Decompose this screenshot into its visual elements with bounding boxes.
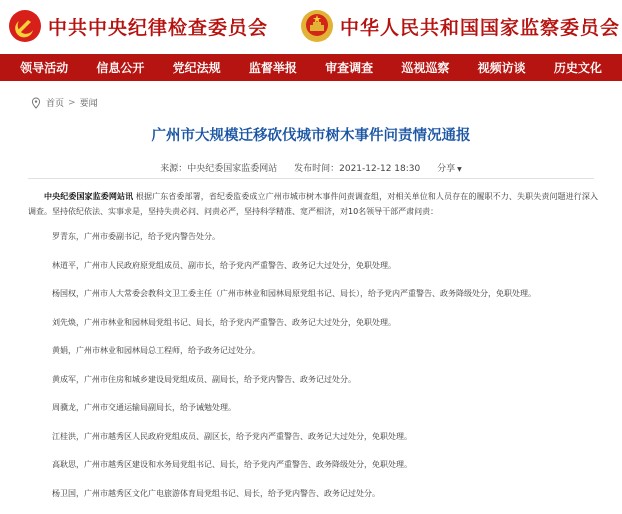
- article-title: 广州市大规模迁移砍伐城市树木事件问责情况通报: [151, 128, 471, 144]
- person-entry: 罗青东，广州市委副书记，给予党内警告处分。: [52, 232, 220, 241]
- share-button[interactable]: [437, 164, 462, 174]
- person-entry: 杨国权，广州市人大常委会教科文卫工委主任（广州市林业和园林局原党组书记、局长），给予党内严重警告、政务降级处分，免职处理。: [52, 289, 536, 298]
- site-header: [0, 0, 622, 54]
- person-entry: 林道平，广州市人民政府原党组成员、副市长，给予党内严重警告、政务记大过处分，免职处理。: [52, 260, 396, 270]
- person-entry: 高耿思，广州市越秀区建设和水务局党组书记、局长，给予党内严重警告、政务降级处分，免职处理。: [52, 460, 412, 469]
- location-pin-icon: [30, 97, 42, 109]
- share-label: 分享: [437, 164, 456, 174]
- person-entry: 江桂洪，广州市越秀区人民政府党组成员、副区长，给予党内严重警告、政务记大过处分，免职处理。: [52, 431, 412, 441]
- brand-ccdi[interactable]: [8, 9, 268, 43]
- article-body: [28, 189, 598, 514]
- nav-item-history[interactable]: 历史文化: [553, 61, 602, 75]
- person-entry: 刘先焕，广州市林业和园林局党组书记、局长，给予党内严重警告、政务记大过处分，免职处理。: [52, 317, 396, 327]
- main-nav: [0, 54, 622, 81]
- brand-nsc-name: 中华人民共和国国家监察委员会: [340, 16, 621, 39]
- person-entry: 周骥龙，广州市交通运输局副局长，给予诫勉处理。: [52, 403, 236, 412]
- article-publish-time: 发布时间：2021-12-12 18:30: [294, 164, 421, 174]
- article-meta: [0, 161, 622, 174]
- breadcrumb: [30, 96, 98, 109]
- article-source: 来源：中央纪委国家监委网站: [160, 164, 278, 174]
- breadcrumb-home[interactable]: 首页: [46, 99, 65, 109]
- nav-item-investigation[interactable]: 审查调查: [325, 61, 374, 75]
- party-emblem-icon: [8, 9, 42, 43]
- nav-item-video[interactable]: 视频访谈: [477, 61, 526, 75]
- person-entry: 杨卫国，广州市越秀区文化广电旅游体育局党组书记、局长，给予党内警告、政务记过处分。: [52, 488, 380, 498]
- nav-item-leaders[interactable]: 领导活动: [20, 61, 69, 75]
- person-entry: 黄成军，广州市住房和城乡建设局党组成员、副局长，给予党内警告、政务记过处分。: [52, 374, 356, 384]
- brand-ccdi-name: 中共中央纪律检查委员会: [48, 16, 269, 39]
- caret-down-icon: ▼: [457, 166, 462, 173]
- breadcrumb-current[interactable]: 要闻: [79, 99, 98, 109]
- nav-item-inspection[interactable]: 巡视巡察: [401, 61, 450, 75]
- nav-item-info[interactable]: 信息公开: [96, 61, 145, 75]
- breadcrumb-separator: >: [68, 97, 76, 108]
- national-emblem-icon: [300, 9, 334, 43]
- nav-item-regulations[interactable]: 党纪法规: [172, 61, 221, 75]
- article-intro: [28, 189, 598, 219]
- article-intro-text: 根据广东省委部署，省纪委监委成立广州市城市树木事件问责调查组，对相关单位和人员存在的履职不力、失职失责问题进行深入调查。坚持依纪依法、实事求是，坚持失责必问、问责必严，坚持科学精准、宽严相济，对10名领导干部严肃问责：: [28, 192, 599, 216]
- nav-item-report[interactable]: 监督举报: [248, 61, 297, 75]
- article-intro-lead: 中央纪委国家监委网站讯: [44, 192, 134, 201]
- divider: [28, 178, 594, 179]
- person-entry: 黄娟，广州市林业和园林局总工程师，给予政务记过处分。: [52, 346, 260, 355]
- brand-nsc[interactable]: [300, 9, 620, 43]
